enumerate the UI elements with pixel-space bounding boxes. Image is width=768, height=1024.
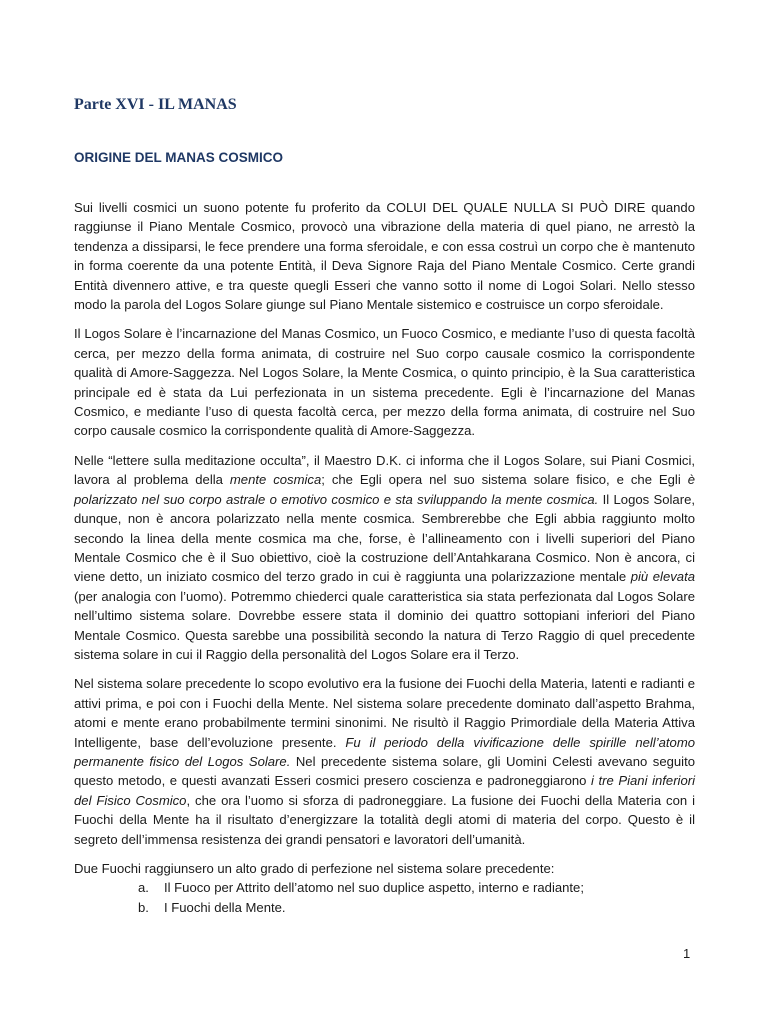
list-item-text: I Fuochi della Mente.	[164, 899, 286, 915]
part-title: Parte XVI - IL MANAS	[74, 96, 237, 113]
paragraph-3-text-1: Nelle “lettere sulla meditazione occulta”, il Maestro D.K. ci informa che il Logos Solare, sui Piani Cosmici, lavora al problema della	[74, 452, 695, 488]
list-item	[138, 878, 695, 897]
section-title: ORIGINE DEL MANAS COSMICO	[74, 150, 284, 165]
paragraph-3-text-3: Il Logos Solare, dunque, non è ancora polarizzato nella mente cosmica. Sembrerebbe che Egli abbia raggiunto molto secondo la linea della mente cosmica ma che, forse, è l’allineamento con i livelli superiori del Piano Mentale Cosmico che è il Suo obiettivo, cioè la costruzione dell’Antahkarana Cosmico. Non è ancora, ci viene detto, un iniziato cosmico del terzo grado in cui è raggiunta una polarizzazione mentale	[74, 491, 695, 585]
page-number: 1	[683, 946, 691, 961]
paragraph-4-emphasis-2: i tre Piani inferiori del Fisico Cosmico	[74, 773, 696, 808]
list-marker: a.	[138, 880, 149, 896]
paragraph-4-text-1: Nel sistema solare precedente lo scopo evolutivo era la fusione dei Fuochi della Materia, latenti e radianti e attivi prima, e poi con i Fuochi della Mente. Nel sistema solare precedente dominato dall’aspetto Brahma, atomi e mente erano probabilmente termini sinonimi. Ne risultò il Raggio Primordiale della Materia Attiva Intelligente, base dell’evoluzione presente.	[74, 676, 695, 750]
paragraph-4	[74, 674, 695, 849]
fires-list	[74, 878, 695, 917]
paragraph-3-text-4: (per analogia con l’uomo). Potremmo chiederci quale caratteristica sia stata perfezionata dal Logos Solare nell’ultimo sistema solare. Dovrebbe essere stata il dominio dei quattro sottopiani inferiori del Piano Mentale Cosmico. Questa sarebbe una possibilità secondo la natura di Terzo Raggio di quel precedente sistema solare in cui il Raggio della personalità del Logos Solare era il Terzo.	[74, 588, 695, 662]
list-marker: b.	[138, 899, 149, 915]
document-page	[74, 96, 695, 917]
list-item	[138, 898, 695, 917]
paragraph-4-text-2: Nel precedente sistema solare, gli Uomini Celesti avevano seguito questo metodo, e questi avanzati Esseri cosmici presero coscienza e padroneggiarono	[74, 753, 695, 789]
list-item-text: Il Fuoco per Attrito dell’atomo nel suo duplice aspetto, interno e radiante;	[164, 880, 584, 896]
paragraph-4-emphasis-1: Fu il periodo della vivificazione delle spirille nell’atomo permanente fisico del Logos Solare.	[74, 734, 696, 769]
body-text	[74, 198, 695, 917]
paragraph-3-emphasis-2: è polarizzato nel suo corpo astrale o emotivo cosmico e sta sviluppando la mente cosmica.	[74, 472, 695, 507]
paragraph-4-text-3: , che ora l’uomo si sforza di padroneggiare. La fusione dei Fuochi della Materia con i Fuochi della Mente ha il risultato d’energizzare la totalità degli atomi di materia del corpo. Questo è il segreto dell’immensa resistenza dei grandi pensatori e lavoratori dell’umanità.	[74, 792, 695, 847]
paragraph-3-emphasis-1: mente cosmica	[229, 472, 322, 488]
paragraph-3-text-2: ; che Egli opera nel suo sistema solare fisico, e che Egli	[321, 472, 688, 488]
paragraph-1: Sui livelli cosmici un suono potente fu proferito da COLUI DEL QUALE NULLA SI PUÒ DIRE quando raggiunse il Piano Mentale Cosmico, provocò una vibrazione della materia di quel piano, ne arrestò la tendenza a dissiparsi, le fece prendere una forma sferoidale, e con essa costruì un corpo che è mantenuto in forma coerente da una potente Entità, il Deva Signore Raja del Piano Mentale Cosmico. Certe grandi Entità divennero attive, e tra queste quegli Esseri che vanno sotto il nome di Logoi Solari. Nello stesso modo la parola del Logos Solare giunge sul Piano Mentale sistemico e costruisce un corpo sferoidale.	[74, 200, 695, 313]
paragraph-3	[74, 451, 695, 664]
paragraph-5: Due Fuochi raggiunsero un alto grado di perfezione nel sistema solare precedente:	[74, 861, 555, 876]
paragraph-3-emphasis-3: più elevata	[630, 569, 695, 585]
paragraph-2: Il Logos Solare è l’incarnazione del Manas Cosmico, un Fuoco Cosmico, e mediante l’uso di questa facoltà cerca, per mezzo della forma animata, di costruire nel Suo corpo causale cosmico la corrispondente qualità di Amore-Saggezza. Nel Logos Solare, la Mente Cosmica, o quinto principio, è la Sua caratteristica principale ed è stata da Lui perfezionata in un sistema precedente. Egli è l’incarnazione del Manas Cosmico, e mediante l’uso di questa facoltà cerca, per mezzo della forma animata, di costruire nel Suo corpo causale cosmico la corrispondente qualità di Amore-Saggezza.	[74, 326, 695, 439]
